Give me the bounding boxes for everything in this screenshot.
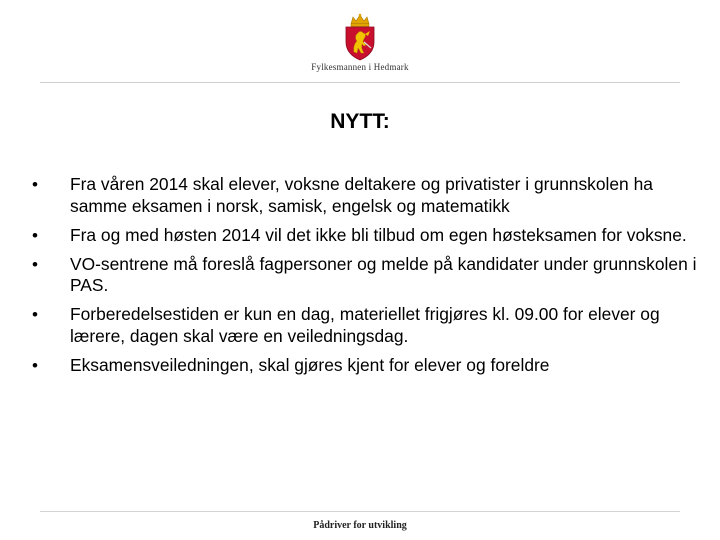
header: [0, 0, 720, 86]
bullet-item: [30, 355, 700, 377]
bullet-icon: •: [32, 356, 38, 376]
organization-name: Fylkesmannen i Hedmark: [311, 62, 409, 72]
bullet-list: [30, 174, 700, 384]
bullet-text: VO-sentrene må foreslå fagpersoner og melde på kandidater under grunnskolen i PAS.: [70, 253, 697, 296]
bullet-item: [30, 225, 700, 247]
bullet-item: [30, 174, 700, 217]
bullet-text: Eksamensveiledningen, skal gjøres kjent for elever og foreldre: [70, 355, 550, 376]
bullet-text: Fra våren 2014 skal elever, voksne deltakere og privatister i grunnskolen ha samme eksamen i norsk, samisk, engelsk og matematikk: [70, 174, 653, 216]
bullet-item: [30, 254, 700, 297]
slide-title: [0, 110, 720, 134]
footer-divider: [40, 511, 680, 512]
norwegian-coat-of-arms-icon: [340, 12, 380, 62]
bullet-icon: •: [32, 225, 38, 245]
bullet-icon: •: [32, 305, 38, 325]
bullet-text: Forberedelsestiden er kun en dag, materiellet frigjøres kl. 09.00 for elever og lærere, dagen skal være en veiledningsdag.: [70, 304, 660, 347]
slide-title-text: NYTT:: [330, 110, 390, 133]
bullet-text: Fra og med høsten 2014 vil det ikke bli tilbud om egen høsteksamen for voksne.: [70, 224, 687, 245]
bullet-icon: •: [32, 254, 38, 274]
footer-tagline: Pådriver for utvikling: [313, 520, 407, 531]
bullet-icon: •: [32, 175, 38, 194]
header-divider: [40, 82, 680, 83]
bullet-item: [30, 304, 700, 347]
